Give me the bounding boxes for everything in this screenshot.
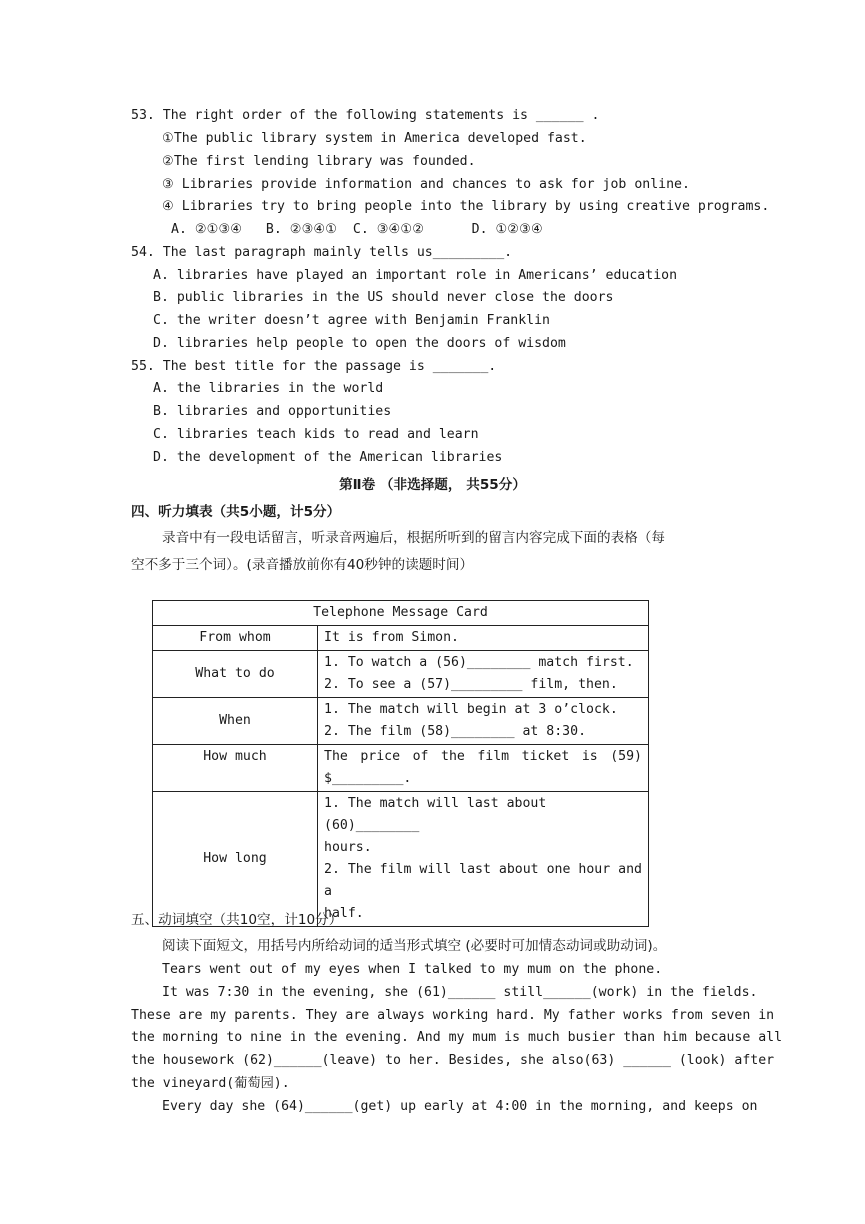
q53-statement-1: ①The public library system in America developed fast. <box>162 131 587 146</box>
section-5-heading: 五、动词填空（共10空，计10分） <box>131 912 343 928</box>
q54-option-c: C. the writer doesn’t agree with Benjamin Franklin <box>153 313 550 328</box>
q54-option-d: D. libraries help people to open the doors of wisdom <box>153 336 566 351</box>
section-5-instruction: 阅读下面短文，用括号内所给动词的适当形式填空 (必要时可加情态动词或助动词)。 <box>162 938 667 954</box>
q55-option-b: B. libraries and opportunities <box>153 404 392 419</box>
q55-option-c: C. libraries teach kids to read and learn <box>153 427 479 442</box>
q54-option-b: B. public libraries in the US should never close the doors <box>153 290 614 305</box>
question-55-stem: 55. The best title for the passage is _______. <box>131 359 497 374</box>
card-line: 1. To watch a (56)________ match first. <box>324 655 634 670</box>
card-label-how-long: How long <box>153 792 318 927</box>
card-line: The price of the film ticket is (59) <box>324 749 642 764</box>
table-row <box>153 745 649 792</box>
table-row <box>153 698 649 745</box>
card-line: 2. The film will last about one hour and a <box>324 862 642 899</box>
q53-statement-2: ②The first lending library was founded. <box>162 154 476 169</box>
passage-line: These are my parents. They are always working hard. My father works from seven in <box>131 1008 775 1023</box>
card-value-when <box>318 698 649 745</box>
card-line: $_________. <box>324 771 412 786</box>
card-line: 2. To see a (57)_________ film, then. <box>324 677 618 692</box>
q53-statement-4: ④ Libraries try to bring people into the library by using creative programs. <box>162 199 770 214</box>
card-value-how-long <box>318 792 649 927</box>
card-label-how-much: How much <box>153 745 318 792</box>
question-54-stem: 54. The last paragraph mainly tells us_________. <box>131 245 513 260</box>
passage-paragraph-1: Tears went out of my eyes when I talked to my mum on the phone. <box>162 962 663 977</box>
card-line: It is from Simon. <box>324 630 459 645</box>
q53-statement-3: ③ Libraries provide information and chances to ask for job online. <box>162 177 690 192</box>
card-line: hours. <box>324 840 372 855</box>
table-row <box>153 792 649 927</box>
q53-options: A. ②①③④ B. ②③④① C. ③④①② D. ①②③④ <box>171 222 543 237</box>
passage-line: the morning to nine in the evening. And my mum is much busier than him because all <box>131 1030 783 1045</box>
card-line: 1. The match will last about (60)________ <box>324 796 547 833</box>
card-value-how-much <box>318 745 649 792</box>
q54-option-a: A. libraries have played an important role in Americans’ education <box>153 268 678 283</box>
passage-paragraph-3: Every day she (64)______(get) up early at 4:00 in the morning, and keeps on <box>162 1099 758 1114</box>
card-label-from-whom: From whom <box>153 626 318 651</box>
q55-option-d: D. the development of the American libraries <box>153 450 503 465</box>
part-2-title: 第Ⅱ卷 （非选择题， 共55分） <box>339 477 526 493</box>
card-line: 1. The match will begin at 3 o’clock. <box>324 702 618 717</box>
card-label-when: When <box>153 698 318 745</box>
passage-line: It was 7:30 in the evening, she (61)______ still______(work) in the fields. <box>162 985 758 1000</box>
card-line: 2. The film (58)________ at 8:30. <box>324 724 587 739</box>
question-53-stem: 53. The right order of the following statements is ______ . <box>131 108 600 123</box>
table-row <box>153 626 649 651</box>
card-value-from-whom <box>318 626 649 651</box>
telephone-message-card <box>152 600 649 927</box>
section-4-instruction-line-2: 空不多于三个词）。(录音播放前你有40秒钟的读题时间） <box>131 557 474 573</box>
passage-line: the vineyard(葡萄园). <box>131 1076 290 1091</box>
q55-option-a: A. the libraries in the world <box>153 381 384 396</box>
card-line: half. <box>324 906 364 921</box>
section-4-instruction-line-1: 录音中有一段电话留言，听录音两遍后，根据所听到的留言内容完成下面的表格（每 <box>162 530 665 546</box>
card-label-what-to-do: What to do <box>153 651 318 698</box>
card-value-what-to-do <box>318 651 649 698</box>
table-row <box>153 651 649 698</box>
section-4-heading: 四、听力填表（共5小题，计5分） <box>131 504 341 520</box>
passage-line: the housework (62)______(leave) to her. Besides, she also(63) ______ (look) after <box>131 1053 775 1068</box>
card-title: Telephone Message Card <box>153 601 649 626</box>
